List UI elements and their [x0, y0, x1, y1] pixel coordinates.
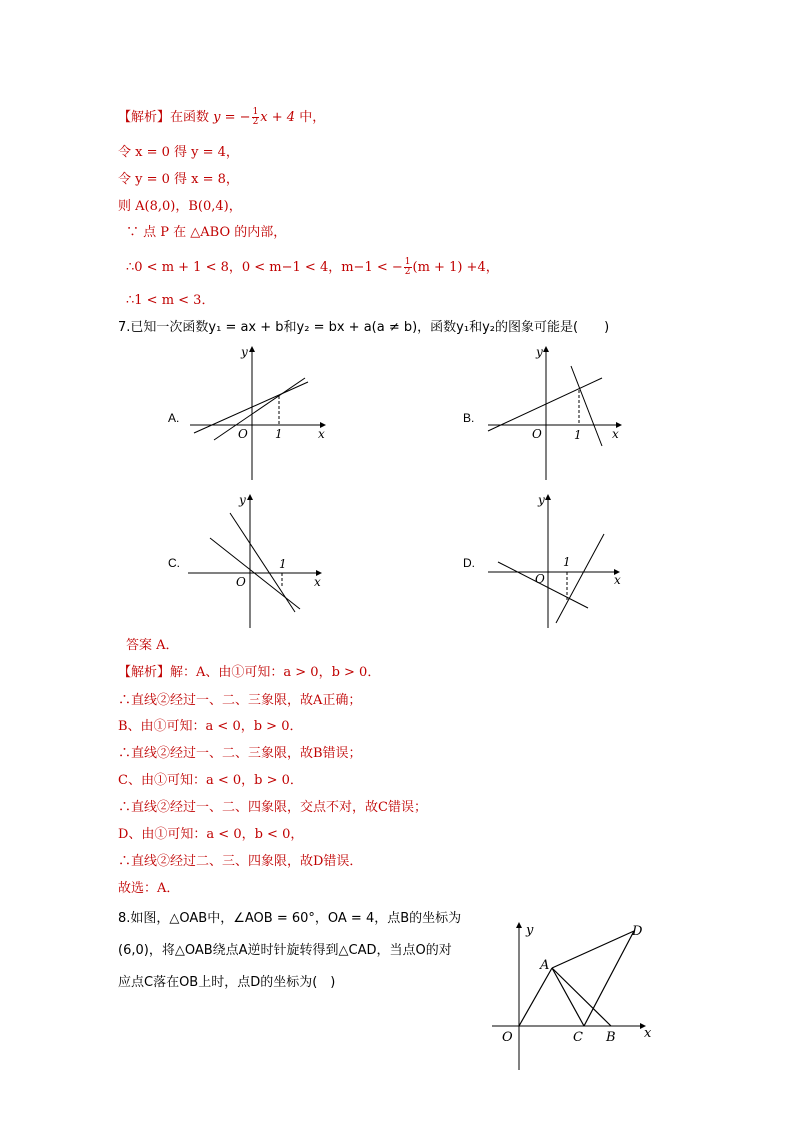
graph-d-tick: 1: [563, 555, 571, 569]
fraction-half: [252, 108, 260, 127]
fig-B-label: B: [606, 1030, 616, 1045]
graph-b-x-axis-label: x: [612, 427, 619, 441]
question-8-line1: 8.如图，△OAB中，∠AOB = 60°，OA = 4，点B的坐标为: [118, 911, 462, 926]
inequality-a: ∴0 < m + 1 < 8，0 < m−1 < 4，m−1 < −: [126, 260, 403, 275]
graph-c-tick: 1: [279, 557, 287, 571]
equation-left: y = −: [213, 110, 251, 125]
graph-a-tick: 1: [275, 427, 283, 441]
answer7-line7: D、由①可知：a < 0，b < 0，: [118, 827, 304, 842]
question-7: 7.已知一次函数y₁ = ax + b和y₂ = bx + a(a ≠ b)，函数y₁和y₂的图象可能是( ): [118, 320, 610, 335]
graph-a-origin: O: [238, 427, 248, 441]
analysis1-line5: ∵ 点 P 在 △ABO 的内部，: [126, 225, 287, 240]
option-c-label: C.: [168, 556, 180, 570]
answer7-line8: ∴直线②经过二、三、四象限，故D错误．: [118, 854, 363, 869]
analysis1-line7: ∴1 < m < 3．: [126, 293, 215, 308]
answer7-line9: 故选：A．: [118, 881, 180, 896]
answer7-line1: [118, 664, 380, 682]
fig-A-label: A: [540, 958, 550, 973]
fraction-denominator: 2: [252, 117, 259, 127]
answer7-line2: ∴直线②经过一、二、三象限，故A正确；: [118, 693, 362, 708]
fig-y-label: y: [526, 923, 534, 938]
graph-d-origin: O: [535, 572, 545, 586]
answer7-line5: C、由①可知：a < 0，b > 0．: [118, 773, 303, 788]
equation-right: x + 4: [260, 110, 296, 125]
graph-a-y-axis-label: y: [241, 345, 248, 359]
answer7-line4: ∴直线②经过一、二、三象限，故B错误；: [118, 746, 362, 761]
fig-D-label: D: [632, 924, 643, 939]
fraction-denominator: 2: [404, 267, 411, 277]
graph-c-origin: O: [236, 575, 246, 589]
fig-C-label: C: [573, 1030, 583, 1045]
option-b-label: B.: [463, 411, 475, 425]
graph-b-tick: 1: [574, 428, 582, 442]
answer7-line6: ∴直线②经过一、二、四象限，交点不对，故C错误；: [118, 800, 427, 815]
option-a-label: A.: [168, 411, 180, 425]
graph-c: [180, 488, 340, 633]
fraction-numerator: 1: [252, 107, 259, 117]
inequality-b: (m + 1) +4，: [412, 260, 499, 275]
answer-7: 答案 A．: [126, 638, 179, 653]
graph-a-x-axis-label: x: [318, 427, 325, 441]
question-8-line2: (6,0)，将△OAB绕点A逆时针旋转得到△CAD，当点O的对: [118, 943, 452, 958]
fraction-half-2: [404, 258, 412, 277]
fig-O-label: O: [502, 1030, 513, 1045]
option-d-label: D.: [463, 556, 475, 570]
graph-a: [180, 340, 340, 485]
analysis1-line2: 令 x = 0 得 y = 4，: [118, 145, 239, 160]
graph-b-y-axis-label: y: [536, 345, 543, 359]
analysis-text: 解：A、由①可知：a > 0，b > 0．: [170, 665, 381, 680]
graph-b-origin: O: [532, 427, 542, 441]
graph-d: [478, 488, 638, 633]
fraction-numerator: 1: [404, 257, 411, 267]
analysis-suffix: 中，: [295, 110, 326, 125]
graph-c-y-axis-label: y: [239, 493, 246, 507]
analysis1-line4: 则 A(8,0)，B(0,4)，: [118, 199, 242, 214]
analysis1-line3: 令 y = 0 得 x = 8，: [118, 172, 239, 187]
analysis-tag: 【解析】: [118, 110, 171, 125]
graph-d-y-axis-label: y: [538, 493, 545, 507]
graph-c-x-axis-label: x: [314, 575, 321, 589]
rotation-figure: [488, 918, 663, 1078]
answer7-line3: B、由①可知：a < 0，b > 0．: [118, 719, 303, 734]
graph-b: [478, 340, 638, 485]
analysis-text: 在函数: [170, 110, 214, 125]
analysis1-line1: [118, 108, 325, 127]
analysis1-line6: [126, 258, 499, 277]
fig-x-label: x: [644, 1026, 652, 1041]
question-8-line3: 应点C落在OB上时，点D的坐标为( ): [118, 975, 336, 990]
graph-d-x-axis-label: x: [614, 573, 621, 587]
analysis-tag: 【解析】: [118, 665, 171, 680]
